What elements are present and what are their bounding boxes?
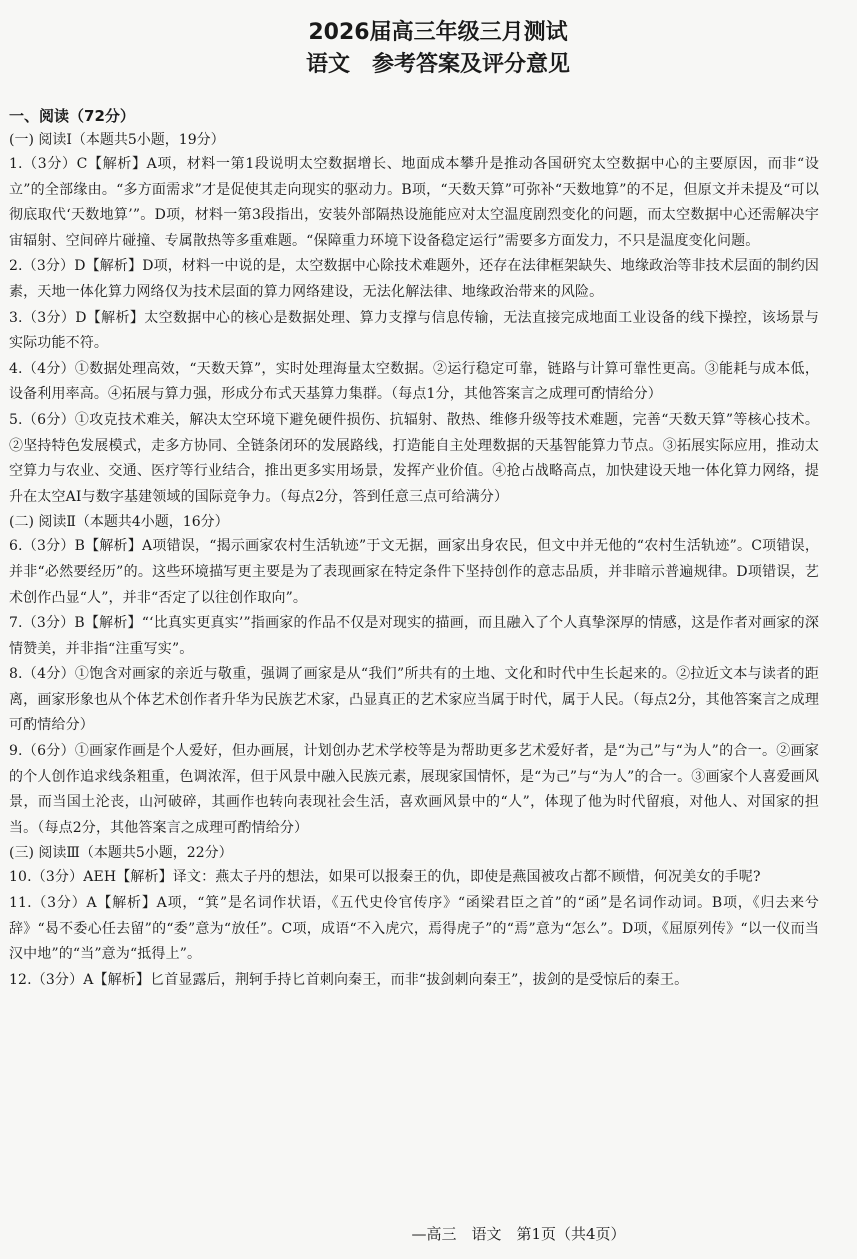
page-title: 2026届高三年级三月测试 (308, 20, 568, 45)
page-subtitle: 语文 参考答案及评分意见 (305, 52, 570, 77)
answer-q4: 4.（4分）①数据处理高效，“天数天算”，实时处理海量太空数据。②运行稳定可靠，链路与计算可靠性更高。③能耗与成本低，设备利用率高。④拓展与算力强，形成分布式天基算力集群。（每点1分，其他答案言之成理可酌情给分） (9, 360, 819, 403)
answer-q12: 12.（3分）A【解析】匕首显露后，荆轲手持匕首刺向秦王，而非“拔剑刺向秦王”，拔剑的是受惊后的秦王。 (9, 971, 689, 988)
answer-q2: 2.（3分）D【解析】D项，材料一中说的是，太空数据中心除技术难题外，还存在法律框架缺失、地缘政治等非技术层面的制约因素，天地一体化算力网络仅为技术层面的算力网络建设，无法化解法律、地缘政治带来的风险。 (9, 258, 819, 300)
answer-q3: 3.（3分）D【解析】太空数据中心的核心是数据处理、算力支撑与信息传输，无法直接完成地面工业设备的线下操控，该场景与实际功能不符。 (9, 309, 819, 352)
answer-q6: 6.（3分）B【解析】A项错误，“揭示画家农村生活轨迹”于文无据，画家出身农民，但文中并无他的“农村生活轨迹”。C项错误，并非“必然要经历”的。这些环境描写更主要是为了表现画家在特定条件下坚持创作的意志品质，并非暗示普遍规律。D项错误，艺术创作凸显“人”，并非“否定了以往创作取向”。 (9, 538, 819, 606)
answer-q7: 7.（3分）B【解析】“‘比真实更真实’”指画家的作品不仅是对现实的描画，而且融入了个人真挚深厚的情感，这是作者对画家的深情赞美，并非指“注重写实”。 (9, 615, 819, 657)
answer-q11: 11.（3分）A【解析】A项，“箕”是名词作状语，《五代史伶官传序》“函梁君臣之首”的“函”是名词作动词。B项，《归去来兮辞》“曷不委心任去留”的“委”意为“放任”。C项，成语“不入虎穴，焉得虎子”的“焉”意为“怎么”。D项，《屈原列传》“以一仪而当汉中地”的“当”意为“抵得上”。 (9, 895, 819, 963)
section-heading-reading: 一、阅读（72分） (9, 107, 135, 125)
footer-page-number: —高三 语文 第1页（共4页） (411, 1225, 626, 1243)
page-footer (0, 1222, 857, 1246)
answer-q5: 5.（6分）①攻克技术难关，解决太空环境下避免硬件损伤、抗辐射、散热、维修升级等技术难题，完善“天数天算”等核心技术。②坚持特色发展模式，走多方协同、全链条闭环的发展路线，打造能自主处理数据的天基智能算力节点。③拓展实际应用，推动太空算力与农业、交通、医疗等行业结合，推出更多实用场景，发挥产业价值。④抢占战略高点，加快建设天地一体化算力网络，提升在太空AI与数字基建领域的国际竞争力。（每点2分，答到任意三点可给满分） (9, 411, 819, 505)
answer-q8: 8.（4分）①饱含对画家的亲近与敬重，强调了画家是从“我们”所共有的土地、文化和时代中生长起来的。②拉近文本与读者的距离，画家形象也从个体艺术创作者升华为民族艺术家，凸显真正的艺术家应当属于时代，属于人民。（每点2分，其他答案言之成理可酌情给分） (9, 666, 819, 734)
answer-q10: 10.（3分）AEH【解析】译文：燕太子丹的想法，如果可以报秦王的仇，即使是燕国被攻占都不顾惜，何况美女的手呢? (9, 869, 761, 886)
part-heading-reading-1: (一) 阅读Ⅰ（本题共5小题，19分） (9, 132, 225, 148)
part-heading-reading-3: (三) 阅读Ⅲ（本题共5小题，22分） (9, 845, 233, 862)
part-heading-reading-2: (二) 阅读Ⅱ（本题共4小题，16分） (9, 514, 229, 531)
answer-q1: 1.（3分）C【解析】A项，材料一第1段说明太空数据增长、地面成本攀升是推动各国研究太空数据中心的主要原因，而非“设立”的全部缘由。“多方面需求”才是促使其走向现实的驱动力。B项，“天数天算”可弥补“天数地算”的不足，但原文并未提及“可以彻底取代‘天数地算’”。D项，材料一第3段指出，安装外部隔热设施能应对太空温度剧烈变化的问题，而太空数据中心还需解决宇宙辐射、空间碎片碰撞、专属散热等多重难题。“保障重力环境下设备稳定运行”需要多方面发力，不只是温度变化问题。 (9, 156, 819, 249)
answer-q9: 9.（6分）①画家作画是个人爱好，但办画展，计划创办艺术学校等是为帮助更多艺术爱好者，是“为己”与“为人”的合一。②画家的个人创作追求线条粗重，色调浓浑，但于风景中融入民族元素，展现家国情怀，是“为己”与“为人”的合一。③画家个人喜爱画风景，而当国土沦丧，山河破碎，其画作也转向表现社会生活，喜欢画风景中的“人”，体现了他为时代留痕，对他人、对国家的担当。（每点2分，其他答案言之成理可酌情给分） (9, 743, 819, 836)
